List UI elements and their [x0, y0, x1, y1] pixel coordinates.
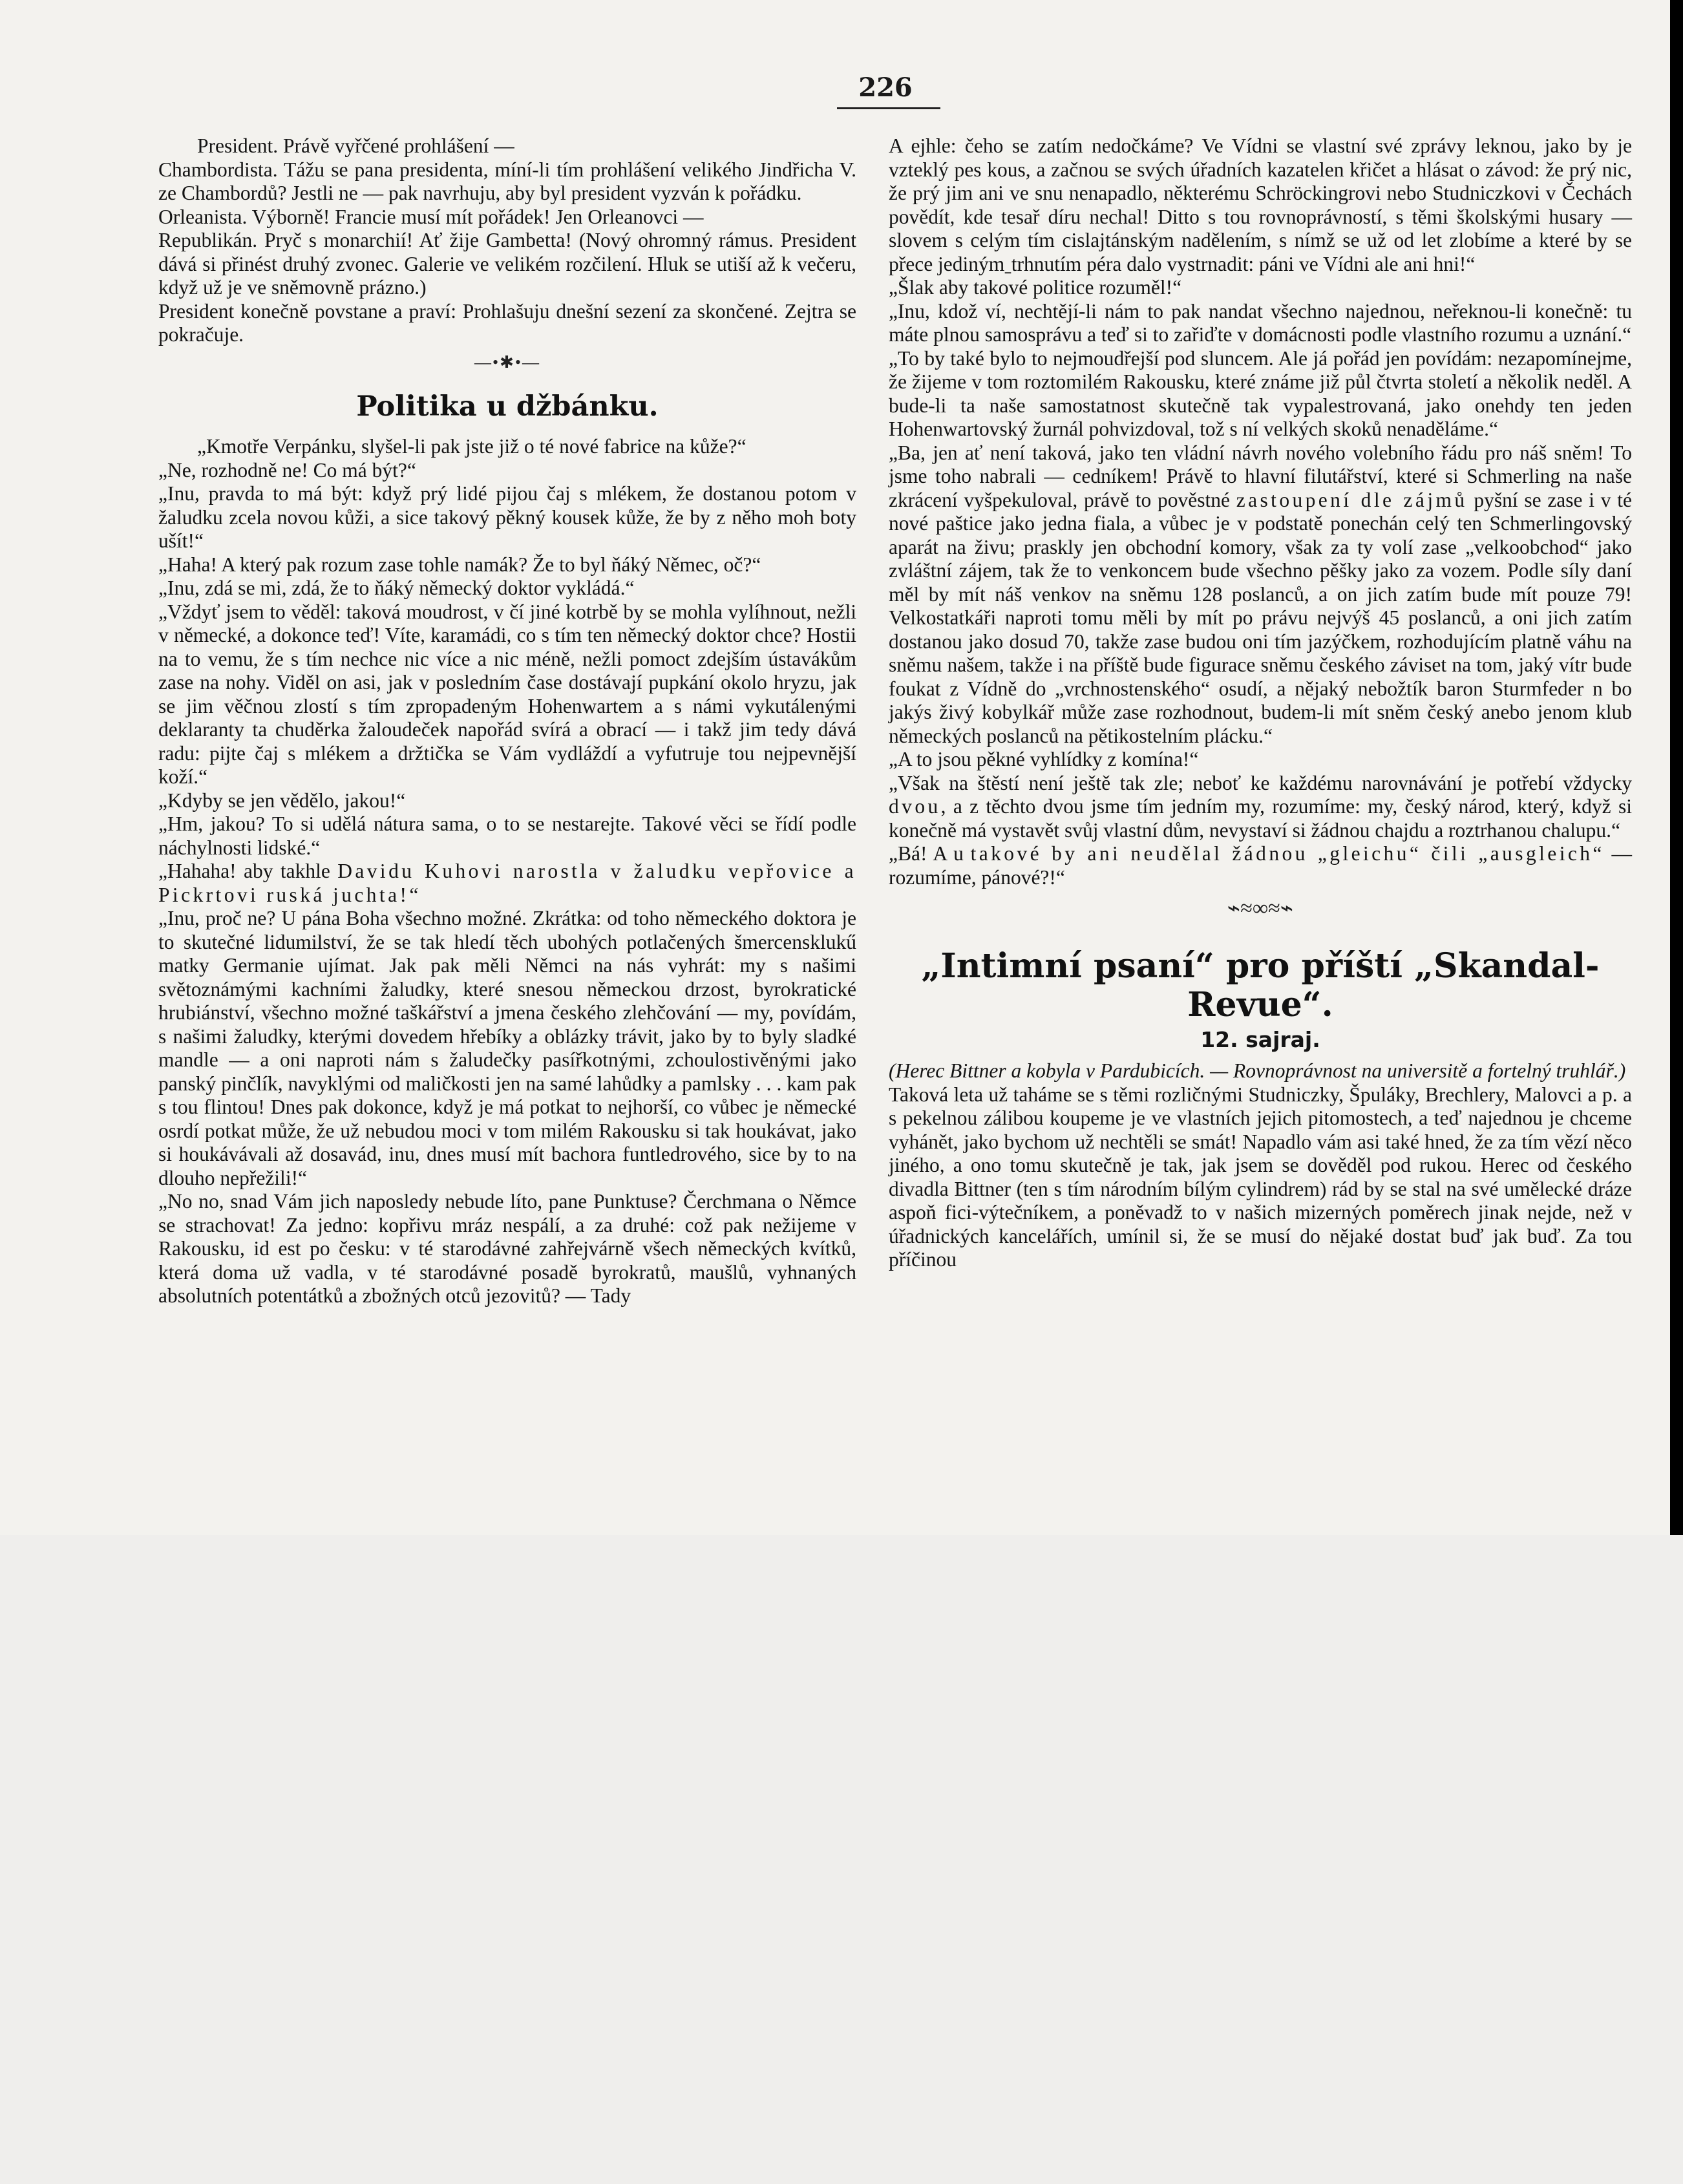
text-run: „Bá! A u — [889, 842, 971, 865]
paragraph: „Inu, kdož ví, nechtějí-li nám to pak nandat všechno najednou, neřeknou-li konečně: tu máte plnou samosprávu a teď si to zařiďte v domácnosti podle vlastního rozumu a uznání.“ — [889, 299, 1632, 346]
italic-caption: (Herec Bittner a kobyla v Pardubicích. — Rovnoprávnost na universitě a fortelný truhlář.) — [889, 1059, 1626, 1082]
paragraph: „Hm, jakou? To si udělá nátura sama, o to se nestarejte. Takové věci se řídí podle náchylnosti lidské.“ — [158, 812, 856, 859]
spaced-text: Davidu Kuhovi narostla v žaludku vepřovice a Pickrtovi ruská juchta! — [158, 860, 856, 906]
page-number: 226 — [858, 72, 913, 103]
paragraph: Chambordista. Tážu se pana presidenta, míní-li tím prohlášení velikého Jindřicha V. ze Chambordů? Jestli ne — pak navrhuju, aby byl president vyzván k pořádku. — [158, 158, 856, 204]
text-run: — rozumíme, pánové?!“ — [889, 842, 1632, 889]
paragraph: „Inu, proč ne? U pána Boha všechno možné. Zkrátka: od toho německého doktora je to skutečné lidumilství, že se tak hledí těch ubohých potlačených šmercensklukű matky Germanie ujímat. Jak pak měli Němci na nás vyhrát: my s našimi světoznámými kachními žaludky, které snesou německou drzost, byrokratické hrubiánství, všechno možné taškářství a jmena českého zlehčování — my, povídám, s našimi žaludky, kterými dovedem hřebíky a oblázky trávit, jako by to byly sladké mandle — a oni naproti nám s žaludečky pasířkotnými, zchoulostivěnými jako panský pinčlík, navyklými od maličkosti jen na samé lahůdky a pamlsky . . . kam pak s tou flintou! Dnes pak dokonce, když je má potkat to nejhorší, co vůbec je německé osrdí potkat může, že už nebudou moci v tom milém Rakousku si tak houkávat, jako si houkávávali až dosavád, inu, dnes musí mít bachora funtledrového, sice by to na dlouho nepřežili!“ — [158, 907, 856, 1189]
paragraph: „A to jsou pěkné vyhlídky z komína!“ — [889, 748, 1199, 770]
right-column — [889, 134, 1632, 1272]
section-ornament: ⌁≈∞≈⌁ — [1227, 896, 1294, 920]
text-run: “ — [409, 883, 419, 906]
text-run: „Ba, jen ať není taková, jako ten vládní návrh nového volebního řádu pro náš sněm! To jsme toho nabrali — cedníkem! Právě to hlavní filutářství, které si Schmerling na naše zkrácení vyšpekuloval, právě to pověstné — [889, 441, 1632, 511]
scan-border — [1670, 0, 1683, 1535]
paragraph: „Kmotře Verpánku, slyšel-li pak jste již o té nové fabrice na kůže?“ — [197, 435, 746, 458]
blank-area — [0, 1535, 1683, 2184]
paragraph: „Ne, rozhodně ne! Co má být?“ — [158, 458, 416, 482]
paragraph — [158, 860, 856, 907]
section-ornament: —•✱•— — [474, 352, 540, 372]
spaced-text: zastoupení dle zájmů — [1236, 488, 1468, 511]
text-run: , a z těchto dvou jsme tím jedním my, rozumíme: my, český národ, který, když si konečně má vystavět svůj vlastní dům, nevystaví si žádnou chajdu a roztrhanou chalupu.“ — [889, 795, 1632, 842]
paragraph: Taková leta už taháme se s těmi rozličnými Studniczky, Špuláky, Brechlery, Malovci a p. a s pekelnou zálibou koupeme je ve vlastních jejich pitomostech, a teď najednou je chceme vyhánět, jako bychom už nechtěli se smát! Napadlo vám asi také hned, že za tím vězí něco jiného, a ono tomu skutečně je tak, jak jsem se dověděl pod rukou. Herec od českého divadla Bittner (ten s tím národním bílým cylindrem) rád by se stal na své umělecké dráze aspoň fici-výtečníkem, a poněvadž to v našich mizerných poměrech jinak nejde, než v úřadnických kancelářích, umínil si, že se musí do nějaké dostat buď jak buď. Za tou příčinou — [889, 1083, 1632, 1271]
left-column — [158, 134, 856, 1308]
spaced-text: dvou — [889, 795, 941, 818]
paragraph: A ejhle: čeho se zatím nedočkáme? Ve Vídni se vlastní své zprávy leknou, jako by je vzteklý pes kous, a začnou se svých úřadních kazatelen křičet a hlásat o závod: že prý nic, že prý jim ani ve snu nenapadlo, některému Schröckingrovi nebo Studniczkovi v Čechách povědít, kde tesař díru nechal! Ditto s tou rovnoprávností, s těmi školskými husary — slovem s celým tím cislajtánským nadělením, s nímž se už od let zlobíme a které by se přece jedinýmˍtrhnutím péra dalo vystrnadit: páni ve Vídni ale ani hni!“ — [889, 134, 1632, 275]
text-run: pyšní se zase i v té nové paštice jako jedna fiala, a vůbec je v podstatě ponechán celý ten Schmerlingovský aparát na živu; praskly jen obchodní komory, však za ty volí zase „velkoobchod“ jako zvláštní zájem, tak že to venkoncem bude všechno pěšky jako za vozem. Podle síly daní měl by mít náš venkov na sněmu 128 poslanců, a on jich zatím bude mít pouze 79! Velkostatkáři naproti tomu měli by mít po právu nejvýš 45 poslanců, a oni jich zatím dostanou jako dosud 70, takže zase budou oni tím jazýčkem, rozhodujícím platně váhu na sněmu našem, takže i na příště bude figurace sněmu českého záviset na tom, jaký vítr bude foukat z Vídně do „vrchnostenského“ osudí, a nějaký nebožtík baron Sturmfeder n bo jakýs živý kobylkář může zase rozhodnout, budem-li mít sněm český anebo jenom klub německých poslanců na pětikostelním plácku.“ — [889, 488, 1632, 747]
paragraph: President konečně povstane a praví: Prohlašuju dnešní sezení za skončené. Zejtra se pokračuje. — [158, 299, 856, 346]
text-run: „Hahaha! aby takhle — [158, 860, 338, 882]
paragraph: „To by také bylo to nejmoudřejší pod sluncem. Ale já pořád jen povídám: nezapomínejme, že žijeme v tom roztomilém Rakousku, které známe již půl čtvrta století a několik neděl. A bude-li ta naše samostatnost skutečně tak vypalestrovaná, jako onehdy ten jeden Hohenwartovský žurnál pohvizdoval, tož s ní velkých skoků nenaděláme.“ — [889, 346, 1632, 440]
spaced-text: takové by ani neudělal žádnou „gleichu“ čili „ausgleich“ — [970, 842, 1605, 865]
paragraph — [889, 441, 1632, 748]
article-heading: „Intimní psaní“ pro příští „Skandal-Revue“. — [921, 946, 1600, 1024]
article-subheading: 12. sajraj. — [1200, 1026, 1320, 1052]
paragraph: „Haha! A který pak rozum zase tohle namák? Že to byl ňáký Němec, oč?“ — [158, 553, 761, 576]
text-run: „Však na štěstí není ještě tak zle; neboť ke každému narovnávání je potřebí vždycky — [889, 771, 1632, 794]
paragraph: „No no, snad Vám jich naposledy nebude líto, pane Punktuse? Čerchmana o Němce se strachovat! Za jedno: kopřivu mráz nespálí, a za druhé: což pak nežijeme v Rakousku, id est po česku: v té starodávné zahřejvárně všech německých kvítků, která doma už vadla, v té starodávné posadě byrokratů, maušlů, vyhnaných absolutních potentátků a zbožných otců jezovitů? — Tady — [158, 1190, 856, 1307]
paragraph: „Kdyby se jen vědělo, jakou!“ — [158, 789, 406, 812]
paragraph: Republikán. Pryč s monarchií! Ať žije Gambetta! (Nový ohromný rámus. President dává si přinést druhý zvonec. Galerie ve velikém rozčilení. Hluk se utiší až k večeru, když už je ve sněmovně prázno.) — [158, 229, 856, 299]
paragraph — [889, 842, 1632, 889]
paragraph: „Vždyť jsem to věděl: taková moudrost, v čí jiné kotrbě by se mohla vylíhnout, nežli v německé, a dokonce teď! Víte, karamádi, co s tím ten německý doktor chce? Hostii na to vemu, že s tím nechce nic více a nic méně, nežli pomoct zdejším ústavákům zase na nohy. Viděl on asi, jak v posledním čase dostávají pupkání okolo hryzu, jak se jim věčnou zlostí s tím zpropadeným Hohenwartem a s námi vykutálenými deklaranty ta chuděrka žaloudeček napořád svírá a obrací — i takž jim tedy dává radu: pijte čaj s mlékem a držtička se Vám vydláždí a vyfutruje tou nejpevnější koží.“ — [158, 600, 856, 788]
paragraph: „Inu, pravda to má být: když prý lidé pijou čaj s mlékem, že dostanou potom v žaludku zcela novou kůži, a sice takový pěkný kousek kůže, že by z něho moh boty ušít!“ — [158, 482, 856, 552]
paragraph: Orleanista. Výborně! Francie musí mít pořádek! Jen Orleanovci — — [158, 205, 704, 228]
paragraph: „Inu, zdá se mi, zdá, že to ňáký německý doktor vykládá.“ — [158, 577, 635, 599]
paragraph: President. Právě vyřčené prohlášení — — [197, 134, 514, 157]
article-heading: Politika u džbánku. — [356, 390, 659, 423]
paragraph: „Šlak aby takové politice rozuměl!“ — [889, 276, 1182, 299]
paragraph — [889, 772, 1632, 843]
page-number-rule — [837, 107, 940, 109]
